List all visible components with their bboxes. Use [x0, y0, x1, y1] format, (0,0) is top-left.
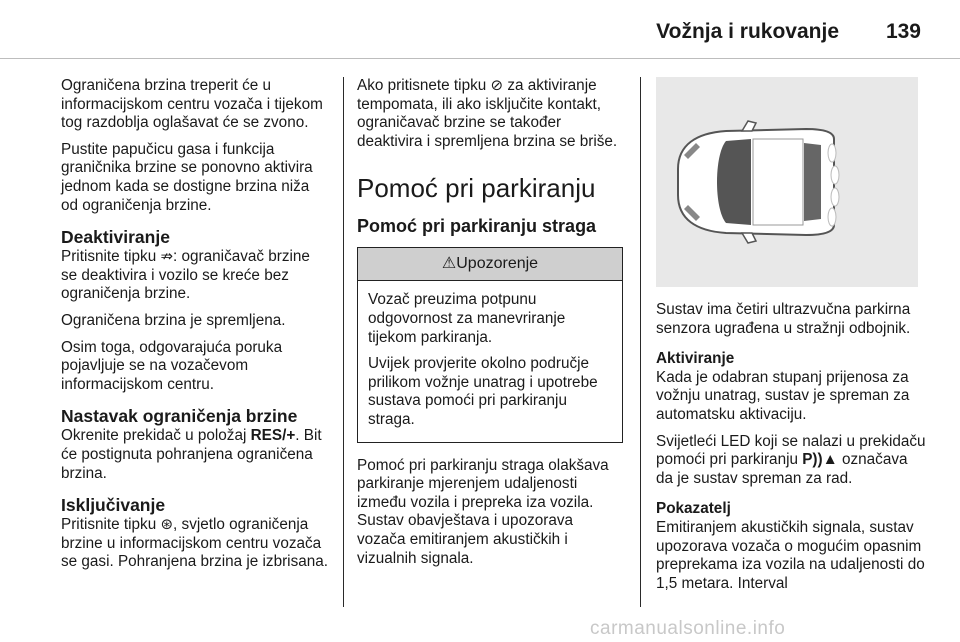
paragraph: Ako pritisnete tipku ⊘ za aktiviranje tempomata, ili ako isključite kontakt, ograničavač brzine se također deaktivira i spremljena brzina se briše. — [357, 77, 618, 150]
paragraph: Pomoć pri parkiranju straga olakšava parkiranje mjerenjem udaljenosti između vozila i prepreka iza vozila. Sustav obavještava i upozorava vozača emitiranjem akustičkih i vizualnih signala. — [357, 456, 609, 567]
paragraph: Svijetleći LED koji se nalazi u prekidaču pomoći pri parkiranju P))▲ označava da je sustav spreman za rad. — [656, 432, 926, 487]
warning-paragraph: Vozač preuzima potpunu odgovornost za manevriranje tijekom parkiranja. — [368, 291, 566, 346]
heading-aktiviranje: Aktiviranje — [656, 350, 735, 368]
heading-deaktiviranje: Deaktiviranje — [61, 227, 170, 248]
warning-title: Upozorenje — [456, 255, 539, 273]
paragraph: Pustite papučicu gasa i funkcija graničnika brzine se ponovno aktivira jednom kada se dostigne brzina niža od ograničenja brzine. — [61, 140, 313, 214]
page-header — [0, 0, 960, 58]
page-number: 139 — [885, 20, 921, 43]
paragraph: Ograničena brzina treperit će u informacijskom centru vozača i tijekom tog razdoblja oglašavat će se zvono. — [61, 77, 323, 132]
subsection-heading: Pomoć pri parkiranju straga — [357, 216, 597, 237]
page-title: Vožnja i rukovanje — [656, 20, 839, 43]
header-divider — [0, 58, 960, 59]
paragraph: Okrenite prekidač u položaj RES/+. Bit će postignuta pohranjena ograničena brzina. — [61, 427, 322, 482]
warning-header — [358, 248, 622, 281]
paragraph: Pritisnite tipku ⇏: ograničavač brzine se deaktivira i vozilo se kreće bez ograničenja brzine. — [61, 248, 310, 303]
car-topview-illustration — [656, 77, 918, 287]
warning-icon: ⚠ — [441, 255, 457, 273]
column-middle — [357, 77, 625, 576]
column-divider — [343, 77, 344, 607]
speed-limiter-icon: ⊛ — [160, 516, 174, 534]
speed-limiter-off-icon: ⇏ — [160, 248, 174, 266]
parking-assist-icon: P))▲ — [802, 451, 838, 469]
paragraph: Osim toga, odgovarajuća poruka pojavljuje se na vozačevom informacijskom centru. — [61, 338, 283, 393]
paragraph: Emitiranjem akustičkih signala, sustav upozorava vozača o mogućim opasnim preprekama iza vozila na udaljenosti do 1,5 metara. Interval — [656, 518, 925, 592]
column-right — [656, 77, 926, 601]
res-switch-label: RES/+ — [250, 427, 296, 445]
column-divider — [640, 77, 641, 607]
watermark: carmanualsonline.info — [590, 618, 786, 639]
warning-box — [357, 247, 623, 442]
column-left — [61, 77, 329, 580]
paragraph: Sustav ima četiri ultrazvučna parkirna senzora ugrađena u stražnji odbojnik. — [656, 301, 911, 337]
cruise-control-icon: ⊘ — [490, 77, 504, 94]
section-heading: Pomoć pri parkiranju — [357, 173, 596, 204]
warning-body — [358, 281, 622, 441]
heading-nastavak: Nastavak ograničenja brzine — [61, 406, 298, 427]
car-parking-sensor-figure — [656, 77, 918, 287]
heading-pokazatelj: Pokazatelj — [656, 500, 731, 518]
paragraph: Pritisnite tipku ⊛, svjetlo ograničenja brzine u informacijskom centru vozača se gasi. Pohranjena brzina je izbrisana. — [61, 516, 329, 571]
paragraph: Ograničena brzina je spremljena. — [61, 311, 286, 329]
paragraph: Kada je odabran stupanj prijenosa za vožnju unatrag, sustav je spreman za automatsku aktivaciju. — [656, 368, 910, 423]
heading-iskljucivanje: Isključivanje — [61, 495, 166, 516]
warning-paragraph: Uvijek provjerite okolno područje prilikom vožnje unatrag i upotrebe sustava pomoći pri parkiranju straga. — [368, 355, 598, 428]
